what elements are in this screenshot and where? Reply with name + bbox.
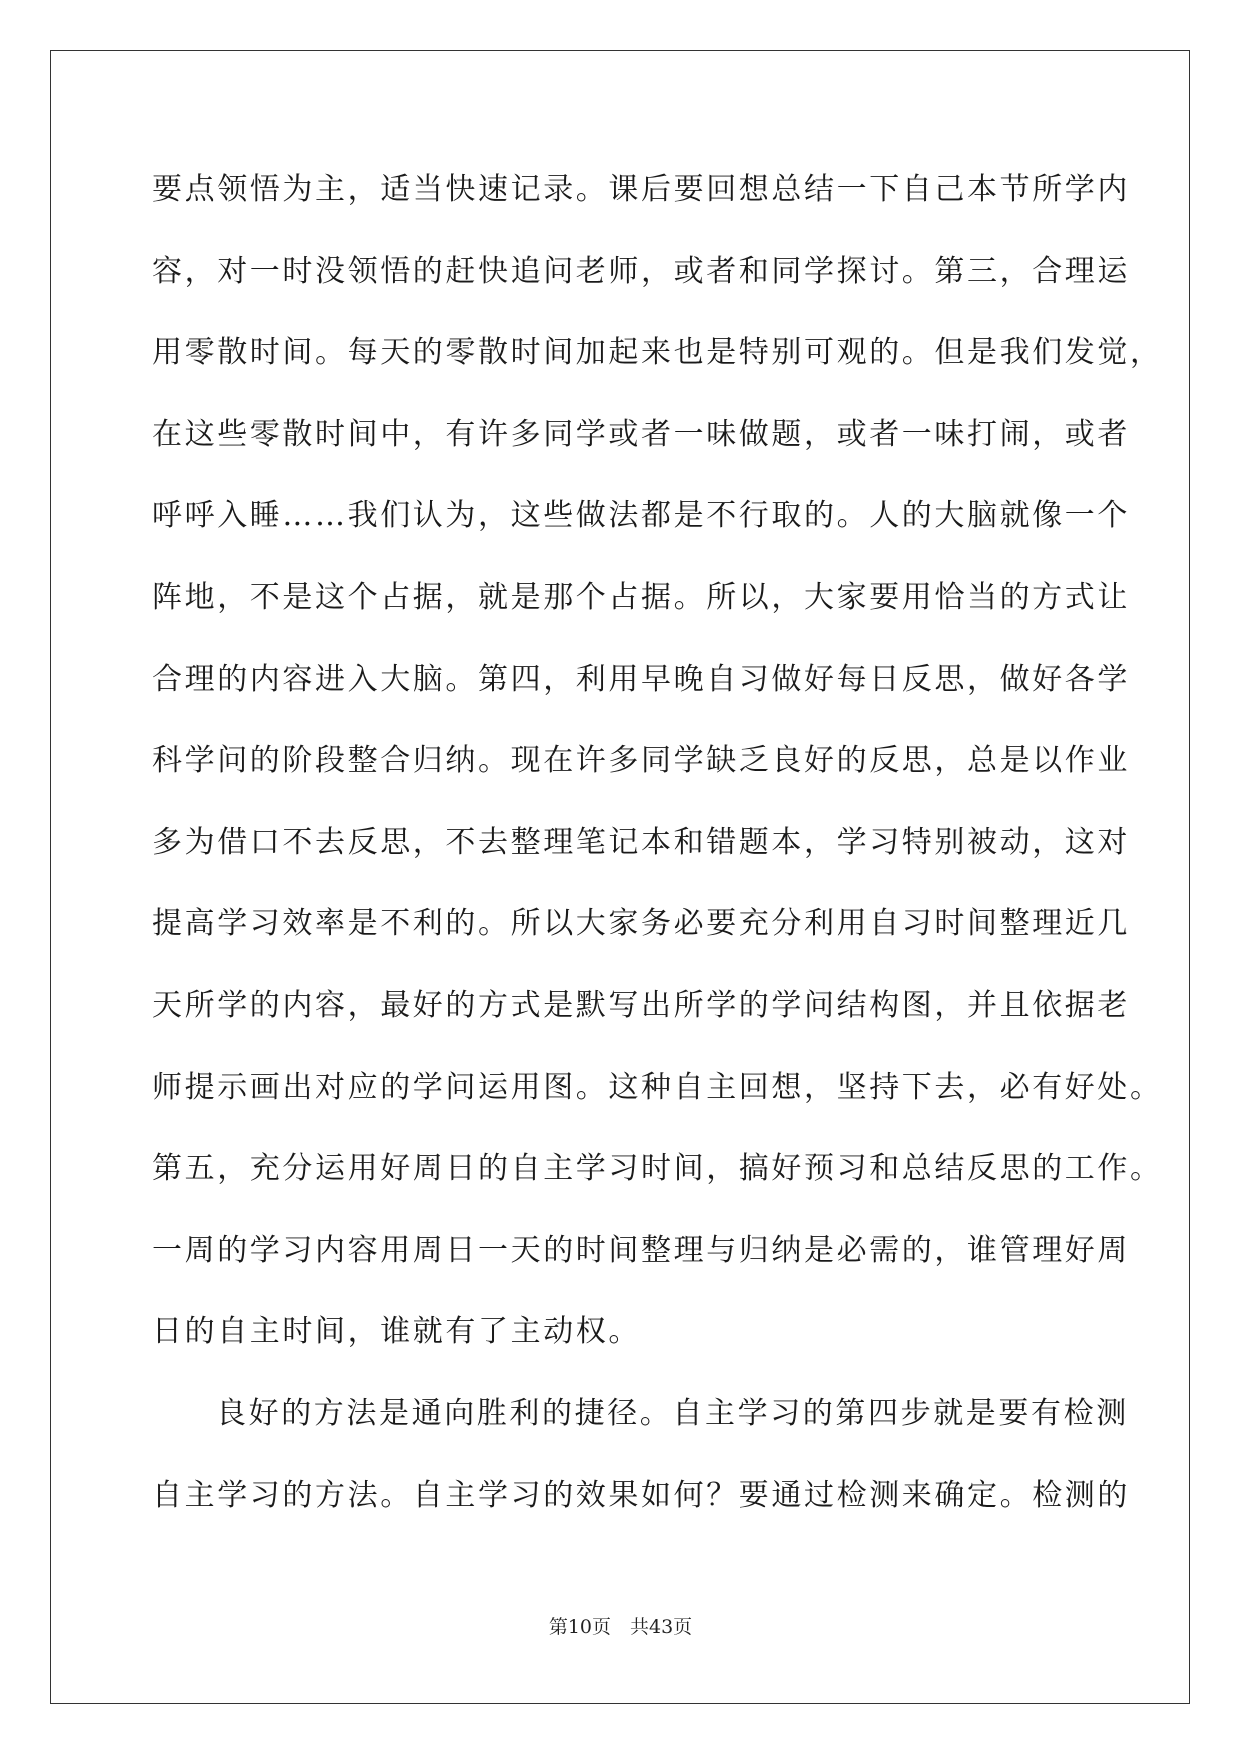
text-line: 阵地，不是这个占据，就是那个占据。所以，大家要用恰当的方式让 bbox=[152, 579, 1130, 615]
text-line: 用零散时间。每天的零散时间加起来也是特别可观的。但是我们发觉， bbox=[152, 335, 1163, 371]
text-line: 容，对一时没领悟的赶快追问老师，或者和同学探讨。第三，合理运 bbox=[152, 253, 1130, 289]
text-line: 合理的内容进入大脑。第四，利用早晚自习做好每日反思，做好各学 bbox=[152, 661, 1130, 697]
text-line: 一周的学习内容用周日一天的时间整理与归纳是必需的，谁管理好周 bbox=[152, 1232, 1130, 1268]
paragraph-start-line: 良好的方法是通向胜利的捷径。自主学习的第四步就是要有检测 bbox=[216, 1395, 1129, 1431]
text-line: 第五，充分运用好周日的自主学习时间，搞好预习和总结反思的工作。 bbox=[152, 1151, 1163, 1187]
text-line: 天所学的内容，最好的方式是默写出所学的学问结构图，并且依据老 bbox=[152, 987, 1130, 1023]
text-line: 师提示画出对应的学问运用图。这种自主回想，坚持下去，必有好处。 bbox=[152, 1069, 1163, 1105]
page-number: 第10页 共43页 bbox=[548, 1616, 693, 1638]
text-line: 自主学习的方法。自主学习的效果如何？要通过检测来确定。检测的 bbox=[152, 1477, 1130, 1513]
page-footer bbox=[0, 1612, 1241, 1639]
text-line: 在这些零散时间中，有许多同学或者一味做题，或者一味打闹，或者 bbox=[152, 416, 1130, 452]
text-line: 要点领悟为主，适当快速记录。课后要回想总结一下自己本节所学内 bbox=[152, 172, 1130, 207]
text-line: 日的自主时间，谁就有了主动权。 bbox=[152, 1314, 641, 1350]
body-text bbox=[152, 162, 1163, 1549]
text-line: 多为借口不去反思，不去整理笔记本和错题本，学习特别被动，这对 bbox=[152, 824, 1130, 860]
text-line: 科学问的阶段整合归纳。现在许多同学缺乏良好的反思，总是以作业 bbox=[152, 743, 1130, 779]
text-line: 提高学习效率是不利的。所以大家务必要充分利用自习时间整理近几 bbox=[152, 906, 1130, 942]
text-line: 呼呼入睡……我们认为，这些做法都是不行取的。人的大脑就像一个 bbox=[152, 498, 1130, 534]
